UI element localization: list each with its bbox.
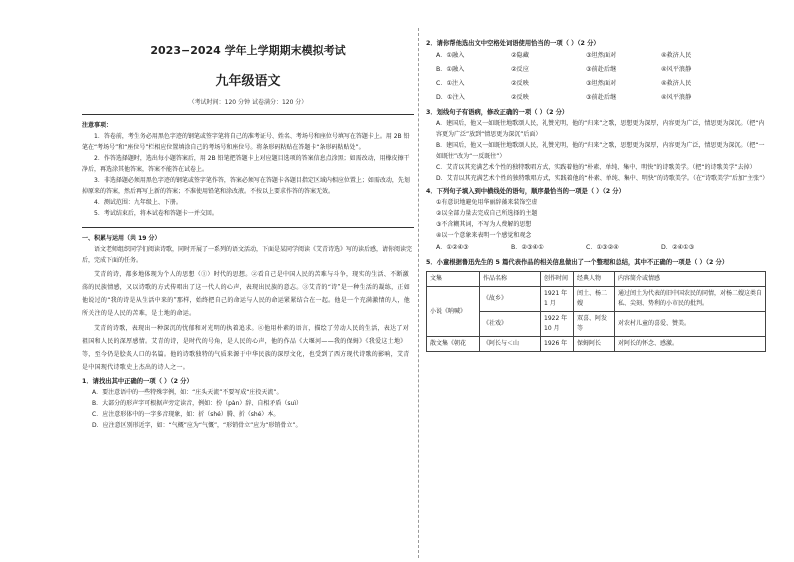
table-cell: 保姆阿长 (574, 337, 615, 352)
table-cell: 《阿长与＜山 (480, 337, 541, 352)
exam-subject: 九年级语文 (215, 74, 281, 89)
table-row (427, 287, 766, 312)
q4-item: ④以一个意象来表明一个感觉和观念 (436, 232, 532, 239)
table-cell: 1921 年 1 月 (541, 287, 574, 312)
question-3-stem: 3．划线句子有语病，修改正确的一项（ ）（2 分） (426, 109, 569, 116)
q4-option-b: B．②③④① (511, 244, 544, 251)
q4-item: ③不含糊其词，不写为人费解的思想 (436, 221, 532, 228)
right-column (426, 36, 769, 352)
note-item: 3．非选择题必须用黑色字迹的钢笔或签字笔作答，答案必须写在答题卡各题目指定区域内相应位置上；如需改动，先划掉原来的答案，然后再写上新的答案；不准使用铅笔和涂改液。不按以上要求作答的答案无效。 (82, 177, 410, 195)
question-1-stem: 1．请找出其中正确的一项（ ）（2 分） (82, 378, 193, 385)
note-item: 5．考试结束后，将本试卷和答题卡一并交回。 (94, 210, 218, 217)
q3-option-b: B．建国后，他又一如既往地歌颂人民，礼赞光明，他的“归来”之歌，思想更为深厚，内容更为广泛，情思更为深沉。（把“一如既往”改为“一反既往”） (436, 142, 765, 160)
q2b-3: ③前赴后继 (586, 66, 617, 73)
reading-passage: 艾青的诗歌，表现出一种深沉的忧郁和对光明的执着追求。④他用朴素的语言，描绘了劳动人民的生活，表达了对祖国和人民的深厚感情。艾青的诗，是时代的号角，是人民的心声，他的作品《大堰河——我的保姆》《我爱这土地》等，至今仍是脍炙人口的名篇。他的诗歌独特的气质来源于中华民族的深厚文化，也受到了西方现代诗歌的影响，艾青是中国现代诗歌史上杰出的诗人之一。 (82, 325, 410, 371)
q2-option-a (426, 49, 766, 63)
table-header-cell: 作品名称 (480, 272, 541, 287)
q2-option-d (426, 91, 766, 105)
table-cell: 闰土、杨二嫂 (574, 287, 615, 312)
q2b-1: B．①融入 (436, 66, 465, 73)
table-cell: 对农村儿童的喜爱、赞美。 (615, 312, 766, 337)
q3-option-d: D．艾青以其充满艺术个性的独特歌唱方式，实践着他的“朴素、单纯、集中、明快”的诗歌美学。（在“诗歌美学”后加“主张”） (436, 175, 769, 182)
table-header-cell: 内容简介或情感 (615, 272, 766, 287)
divider (82, 114, 414, 115)
column-divider (418, 28, 419, 558)
table-row (427, 337, 766, 352)
q2c-4: ④救济人民 (661, 80, 692, 87)
q2a-1: A．①融入 (436, 52, 465, 59)
table-header-row (427, 272, 766, 287)
q2b-4: ④风平浪静 (661, 66, 692, 73)
q2a-4: ④救济人民 (661, 52, 692, 59)
notes-heading: 注意事项： (82, 122, 113, 129)
exam-meta: （考试时间：120 分钟 试卷满分：120 分） (188, 99, 308, 106)
q1-option-b: B．大部分的形声字可根据声旁定读音，例如：扮（pàn）辞、自相矛盾（suì） (92, 400, 303, 407)
table-cell: 双喜、阿发等 (574, 312, 615, 337)
q4-option-a: A．①②④③ (436, 244, 469, 251)
q2d-4: ④风平浪静 (661, 94, 692, 101)
q2c-3: ③坦然面对 (586, 80, 617, 87)
q2d-3: ③前赴后继 (586, 94, 617, 101)
table-cell: 《故乡》 (480, 287, 541, 312)
q3-option-a: A．建国后，他又一如既往地歌颂人民，礼赞光明，他的“归来”之歌，思想更为深厚，内容更为广泛，情思更为深沉。（把“内容更为广泛”放到“情思更为深沉”后面） (436, 120, 765, 138)
table-cell: 小说《呐喊》 (427, 287, 480, 337)
q1-option-d: D．应注意区别形近字，如：“气概”应为“气慨”，“形销骨立”应为“形销骨立”。 (92, 422, 302, 429)
note-item: 2．作答选择题时，选出每小题答案后，用 2B 铅笔把答题卡上对应题目选项的答案信息点涂黑；如需改动，用橡皮擦干净后，再选涂其他答案，答案不能答在试卷上。 (82, 155, 410, 173)
note-item: 1．答卷前，考生务必用黑色字迹的钢笔或签字笔将自己的准考证号、姓名、考场号和座位号填写在答题卡上。用 2B 铅笔在“考场号”和“座位号”栏相应位置填涂自己的考场号和座位号。将条形码粘贴在答题卡“条形码粘贴处”。 (82, 133, 410, 151)
table-cell: 对阿长的怀念、感激。 (615, 337, 766, 352)
q2a-3: ③坦然面对 (586, 52, 617, 59)
table-header-cell: 文集 (427, 272, 480, 287)
q4-item: ①有意识地避免用华丽辞藻来装饰空虚 (436, 199, 538, 206)
q4-option-c: C．①③②④ (586, 244, 619, 251)
q2d-1: D．①注入 (436, 94, 465, 101)
reading-passage: 艾青的诗，都多地体现为个人的思想（①）时代的思想。②看自己是中国人民的苦难与斗争，现实的生活、不断激荡的民族情感，又以诗歌的方式传唱出了这一代人的心声，表现出民族的意志。③艾青的“诗”是一种生活的凝练，正如他说过的“我的诗是从生活中来的”那样，始终把自己的命运与人民的命运紧紧结合在一起。他是一个充满激情的人，他所关注的是人民的苦难，是土地的命运。 (82, 271, 411, 317)
works-table (426, 271, 766, 352)
q4-options (426, 241, 766, 255)
q1-option-a: A．要注意语中的一些特殊字例，如：“庄头天流”不要写成“庄投天流”。 (92, 389, 283, 396)
table-cell: 1922 年 10 月 (541, 312, 574, 337)
q2b-2: ②反应 (511, 66, 529, 73)
table-header-cell: 经典人物 (574, 272, 615, 287)
question-4-stem: 4．下列句子填入到中横线处的语句，顺序最恰当的一项是（ ）（2 分） (426, 188, 625, 195)
q2c-1: C．①注入 (436, 80, 465, 87)
question-5-stem: 5．小童根据鲁迅先生的 5 篇代表作品的相关信息做出了一个整理和总结，其中不正确的一项是（ ）（2 分） (426, 259, 729, 266)
section1-intro: 语文老师组织同学们阅读诗歌，同时开展了一系列的语文活动，下面是某同学阅读《艾青诗选》写的读后感，请你阅读完后，完成下面的任务。 (82, 246, 413, 264)
note-item: 4．测试范围：九年级上、下册。 (94, 199, 182, 206)
q2a-2: ②隐藏 (511, 52, 529, 59)
q4-option-d: D．②④①③ (661, 244, 695, 251)
exam-title: 2023−2024 学年上学期期末模拟考试 (150, 44, 346, 57)
divider (82, 227, 414, 228)
q3-option-c: C．艾青以其充满艺术个性的独特歌唱方式，实践着他的“朴素、单纯、集中、明快”的诗歌美学。（把“的诗歌美学”去掉） (436, 164, 756, 171)
table-cell: 1926 年 (541, 337, 574, 352)
q2d-2: ②反映 (511, 94, 529, 101)
q1-option-c: C．应注意形体中的一字多音现象，如：折（shé）腾、折（shé）本。 (92, 411, 280, 418)
question-2-stem: 2．请你帮他选出文中空格处词语使用恰当的一项（ ）（2 分） (426, 40, 600, 47)
q4-item: ②以全部力量去完成自己所选择的主题 (436, 210, 538, 217)
table-cell: 《社戏》 (480, 312, 541, 337)
left-column (82, 36, 414, 431)
table-header-cell: 创作时间 (541, 272, 574, 287)
table-cell: 散文集《朝花 (427, 337, 480, 352)
q2-option-c (426, 77, 766, 91)
q2c-2: ②反映 (511, 80, 529, 87)
section1-heading: 一、积累与运用（共 19 分） (82, 235, 161, 242)
table-cell: 通过闰土为代表的旧中国农民的同情，对杨二嫂这类自私、尖刻、势利的小市民的批判。 (615, 287, 766, 312)
q2-option-b (426, 63, 766, 77)
